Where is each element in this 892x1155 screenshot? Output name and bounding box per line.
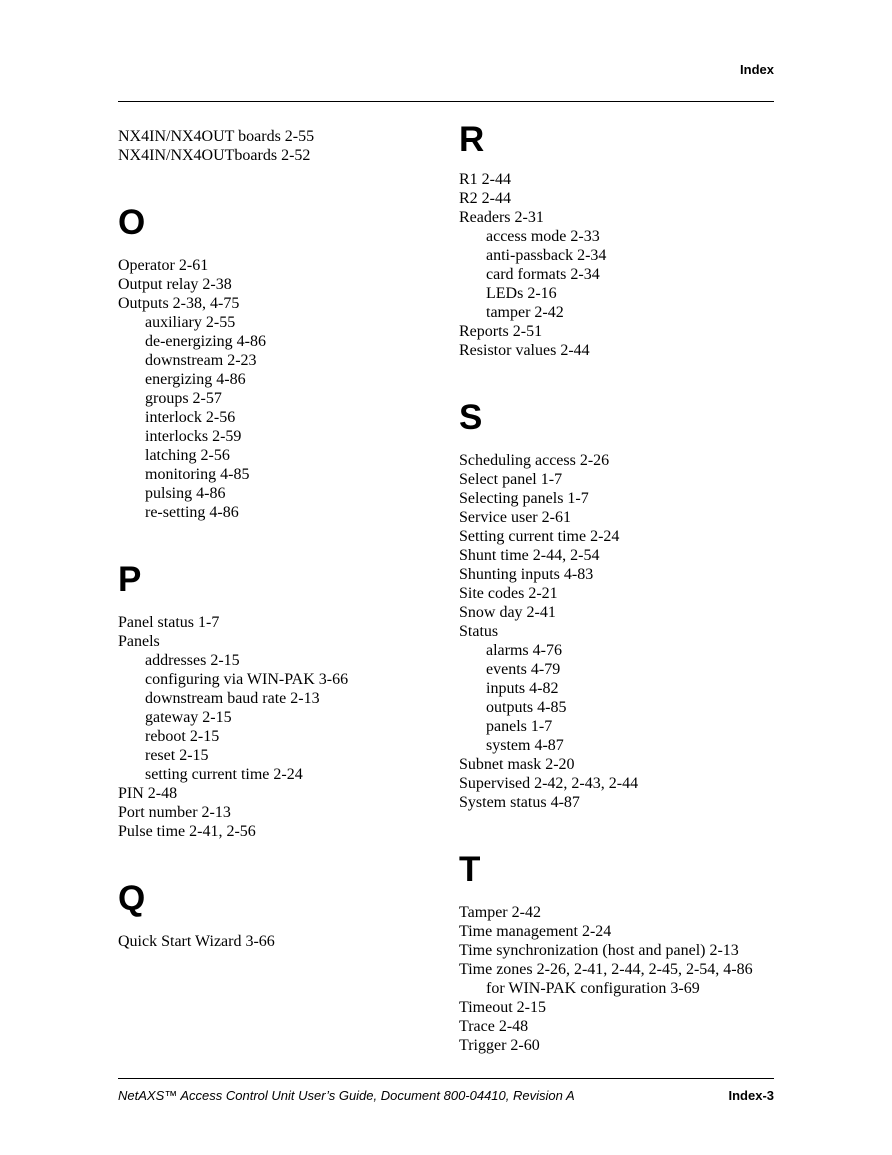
index-subentry: re-setting 4-86 <box>145 504 239 521</box>
index-subentry: groups 2-57 <box>145 390 222 407</box>
section-letter-s: S <box>459 398 483 437</box>
index-entry: Timeout 2-15 <box>459 999 546 1016</box>
index-subentry: monitoring 4-85 <box>145 466 250 483</box>
index-entry: Shunting inputs 4-83 <box>459 566 594 583</box>
index-entry: Time synchronization (host and panel) 2-13 <box>459 942 739 959</box>
page-footer <box>118 1088 774 1103</box>
index-entry: Site codes 2-21 <box>459 585 558 602</box>
index-entry: Supervised 2-42, 2-43, 2-44 <box>459 775 639 792</box>
section-letter-p: P <box>118 560 142 599</box>
index-subentry: alarms 4-76 <box>486 642 562 659</box>
footer-page-number: Index-3 <box>728 1088 774 1103</box>
index-subentry: interlock 2-56 <box>145 409 236 426</box>
index-entry: Selecting panels 1-7 <box>459 490 589 507</box>
index-subentry: interlocks 2-59 <box>145 428 242 445</box>
index-subentry: downstream baud rate 2-13 <box>145 690 320 707</box>
index-subentry: inputs 4-82 <box>486 680 559 697</box>
index-subentry: energizing 4-86 <box>145 371 246 388</box>
index-entry: Shunt time 2-44, 2-54 <box>459 547 600 564</box>
index-entry: R1 2-44 <box>459 171 511 188</box>
index-entry: Tamper 2-42 <box>459 904 541 921</box>
index-entry: Panels <box>118 633 160 650</box>
index-entry: Time management 2-24 <box>459 923 612 940</box>
index-entry: Resistor values 2-44 <box>459 342 590 359</box>
index-subentry: events 4-79 <box>486 661 561 678</box>
index-entry: Output relay 2-38 <box>118 276 232 293</box>
index-subentry: access mode 2-33 <box>486 228 600 245</box>
index-entry: NX4IN/NX4OUT boards 2-55 <box>118 128 315 145</box>
index-subentry: setting current time 2-24 <box>145 766 303 783</box>
footer-divider <box>118 1078 774 1079</box>
index-entry: Panel status 1-7 <box>118 614 220 631</box>
index-subentry: de-energizing 4-86 <box>145 333 266 350</box>
header-divider <box>118 101 774 102</box>
index-subentry: pulsing 4-86 <box>145 485 226 502</box>
index-entry: System status 4-87 <box>459 794 580 811</box>
index-entry: Trigger 2-60 <box>459 1037 540 1054</box>
index-entry: Time zones 2-26, 2-41, 2-44, 2-45, 2-54, 4-86 <box>459 961 753 978</box>
page-header-title: Index <box>740 62 774 77</box>
index-entry: Readers 2-31 <box>459 209 544 226</box>
index-subentry: anti-passback 2-34 <box>486 247 607 264</box>
index-subentry: configuring via WIN-PAK 3-66 <box>145 671 349 688</box>
index-entry: NX4IN/NX4OUTboards 2-52 <box>118 147 311 164</box>
section-letter-q: Q <box>118 879 146 918</box>
index-subentry: latching 2-56 <box>145 447 230 464</box>
index-entry: Reports 2-51 <box>459 323 543 340</box>
index-subentry: system 4-87 <box>486 737 564 754</box>
index-subentry: downstream 2-23 <box>145 352 257 369</box>
index-entry: Pulse time 2-41, 2-56 <box>118 823 256 840</box>
index-subentry: gateway 2-15 <box>145 709 232 726</box>
index-entry: PIN 2-48 <box>118 785 178 802</box>
index-subentry: reboot 2-15 <box>145 728 220 745</box>
index-subentry: for WIN-PAK configuration 3-69 <box>486 980 700 997</box>
index-entry: Quick Start Wizard 3-66 <box>118 933 275 950</box>
section-letter-t: T <box>459 850 481 889</box>
index-entry: Trace 2-48 <box>459 1018 529 1035</box>
index-subentry: reset 2-15 <box>145 747 209 764</box>
section-letter-o: O <box>118 203 146 242</box>
index-subentry: LEDs 2-16 <box>486 285 557 302</box>
index-entry: Snow day 2-41 <box>459 604 556 621</box>
index-subentry: tamper 2-42 <box>486 304 564 321</box>
index-entry: Scheduling access 2-26 <box>459 452 610 469</box>
index-entry: Setting current time 2-24 <box>459 528 620 545</box>
index-entry: Subnet mask 2-20 <box>459 756 575 773</box>
index-entry: Operator 2-61 <box>118 257 209 274</box>
section-letter-r: R <box>459 120 485 159</box>
index-entry: Outputs 2-38, 4-75 <box>118 295 240 312</box>
index-entry: Status <box>459 623 499 640</box>
index-subentry: outputs 4-85 <box>486 699 567 716</box>
index-entry: Port number 2-13 <box>118 804 231 821</box>
index-entry: Select panel 1-7 <box>459 471 563 488</box>
index-column-left <box>118 127 438 951</box>
index-entry: Service user 2-61 <box>459 509 571 526</box>
index-subentry: auxiliary 2-55 <box>145 314 236 331</box>
index-entry: R2 2-44 <box>459 190 511 207</box>
index-subentry: card formats 2-34 <box>486 266 600 283</box>
footer-document-title: NetAXS™ Access Control Unit User’s Guide, Document 800-04410, Revision A <box>118 1088 575 1103</box>
index-subentry: panels 1-7 <box>486 718 553 735</box>
index-column-right <box>459 120 789 1055</box>
index-subentry: addresses 2-15 <box>145 652 240 669</box>
